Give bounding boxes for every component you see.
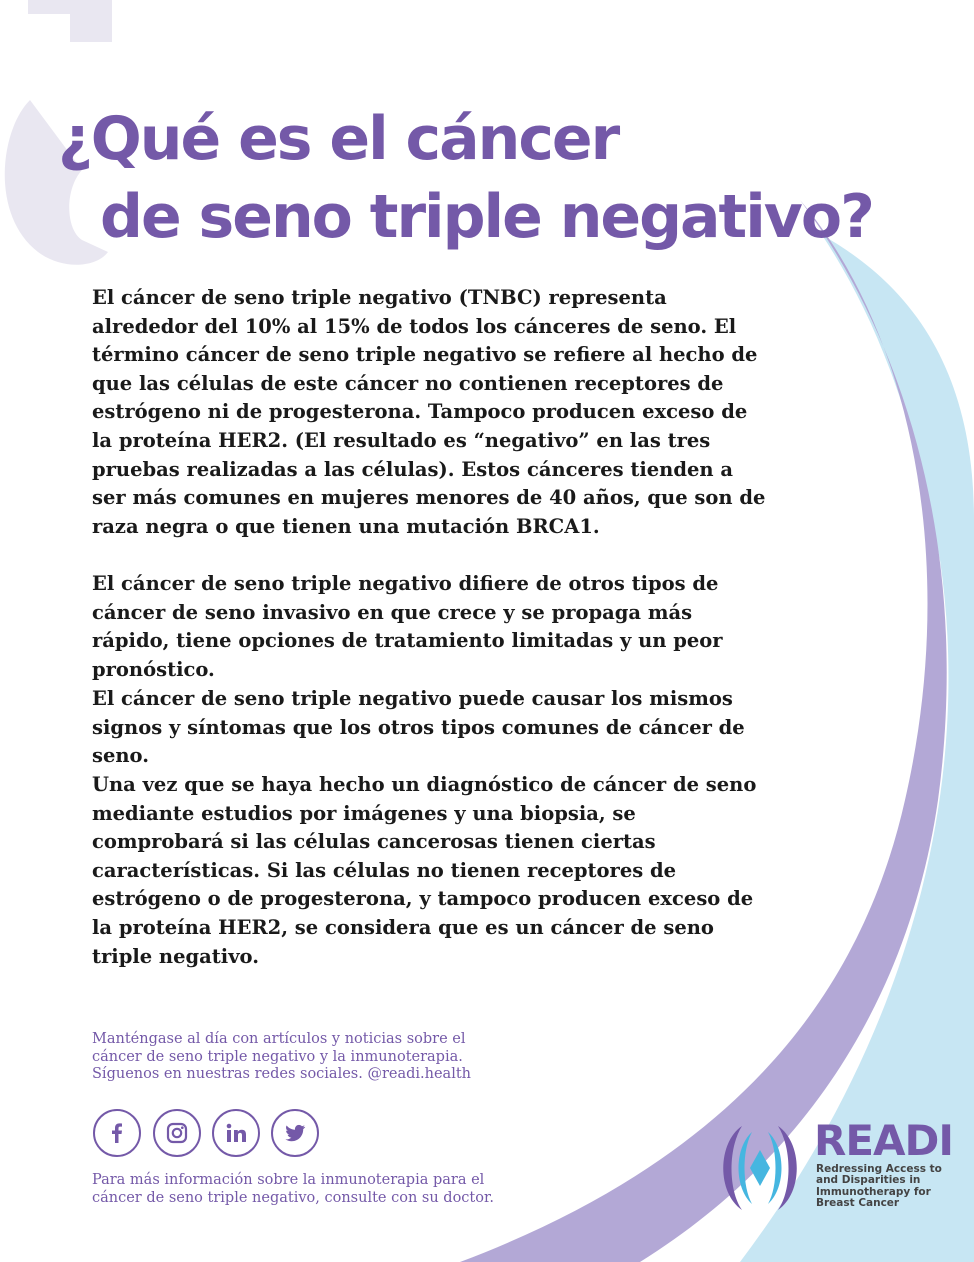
instagram-icon — [165, 1121, 189, 1145]
readi-logo-mark — [712, 1120, 808, 1216]
linkedin-link[interactable] — [212, 1109, 260, 1157]
facebook-icon — [105, 1121, 129, 1145]
readi-logo-name: READI — [814, 1116, 954, 1165]
readi-logo-tagline: Redressing Access to and Disparities in Immunotherapy for Breast Cancer — [816, 1163, 942, 1210]
paragraph-definition: El cáncer de seno triple negativo (TNBC) representa alrededor del 10% al 15% de todos los cánceres de seno. El término cáncer de seno triple negativo se refiere al hecho de que las células de este cáncer no contienen receptores de estrógeno ni de progesterona. Tampoco producen exceso de la proteína HER2. (El resultado es “negativo” en las tres pruebas realizadas a las células). Estos cánceres tienden a ser más comunes en mujeres menores de 40 años, que son de raza negra o que tienen una mutación BRCA1. — [92, 286, 766, 538]
twitter-icon — [283, 1121, 307, 1145]
paragraph-diagnosis: Una vez que se haya hecho un diagnóstico de cáncer de seno mediante estudios por imágenes y una biopsia, se comprobará si las células cancerosas tienen ciertas características. Si las células no tienen receptores de estrógeno o de progesterona, y tampoco producen exceso de la proteína HER2, se considera que es un cáncer de seno triple negativo. — [92, 773, 757, 968]
facebook-link[interactable] — [93, 1109, 141, 1157]
instagram-link[interactable] — [153, 1109, 201, 1157]
footer-follow-text: Manténgase al día con artículos y noticias sobre el cáncer de seno triple negativo y la inmunoterapia. Síguenos en nuestras redes sociales. @readi.health — [92, 1031, 472, 1082]
page-title-line-1: ¿Qué es el cáncer — [58, 104, 619, 174]
footer-info-text: Para más información sobre la inmunoterapia para el cáncer de seno triple negativo, consulte con su doctor. — [92, 1172, 494, 1206]
readi-logo — [712, 1118, 962, 1220]
linkedin-icon — [224, 1121, 248, 1145]
twitter-link[interactable] — [271, 1109, 319, 1157]
paragraph-differences: El cáncer de seno triple negativo difiere de otros tipos de cáncer de seno invasivo en que crece y se propaga más rápido, tiene opciones de tratamiento limitadas y un peor pronóstico. — [92, 572, 723, 681]
page-title-line-2: de seno triple negativo? — [100, 182, 873, 252]
paragraph-symptoms: El cáncer de seno triple negativo puede causar los mismos signos y síntomas que los otros tipos comunes de cáncer de seno. — [92, 687, 745, 768]
